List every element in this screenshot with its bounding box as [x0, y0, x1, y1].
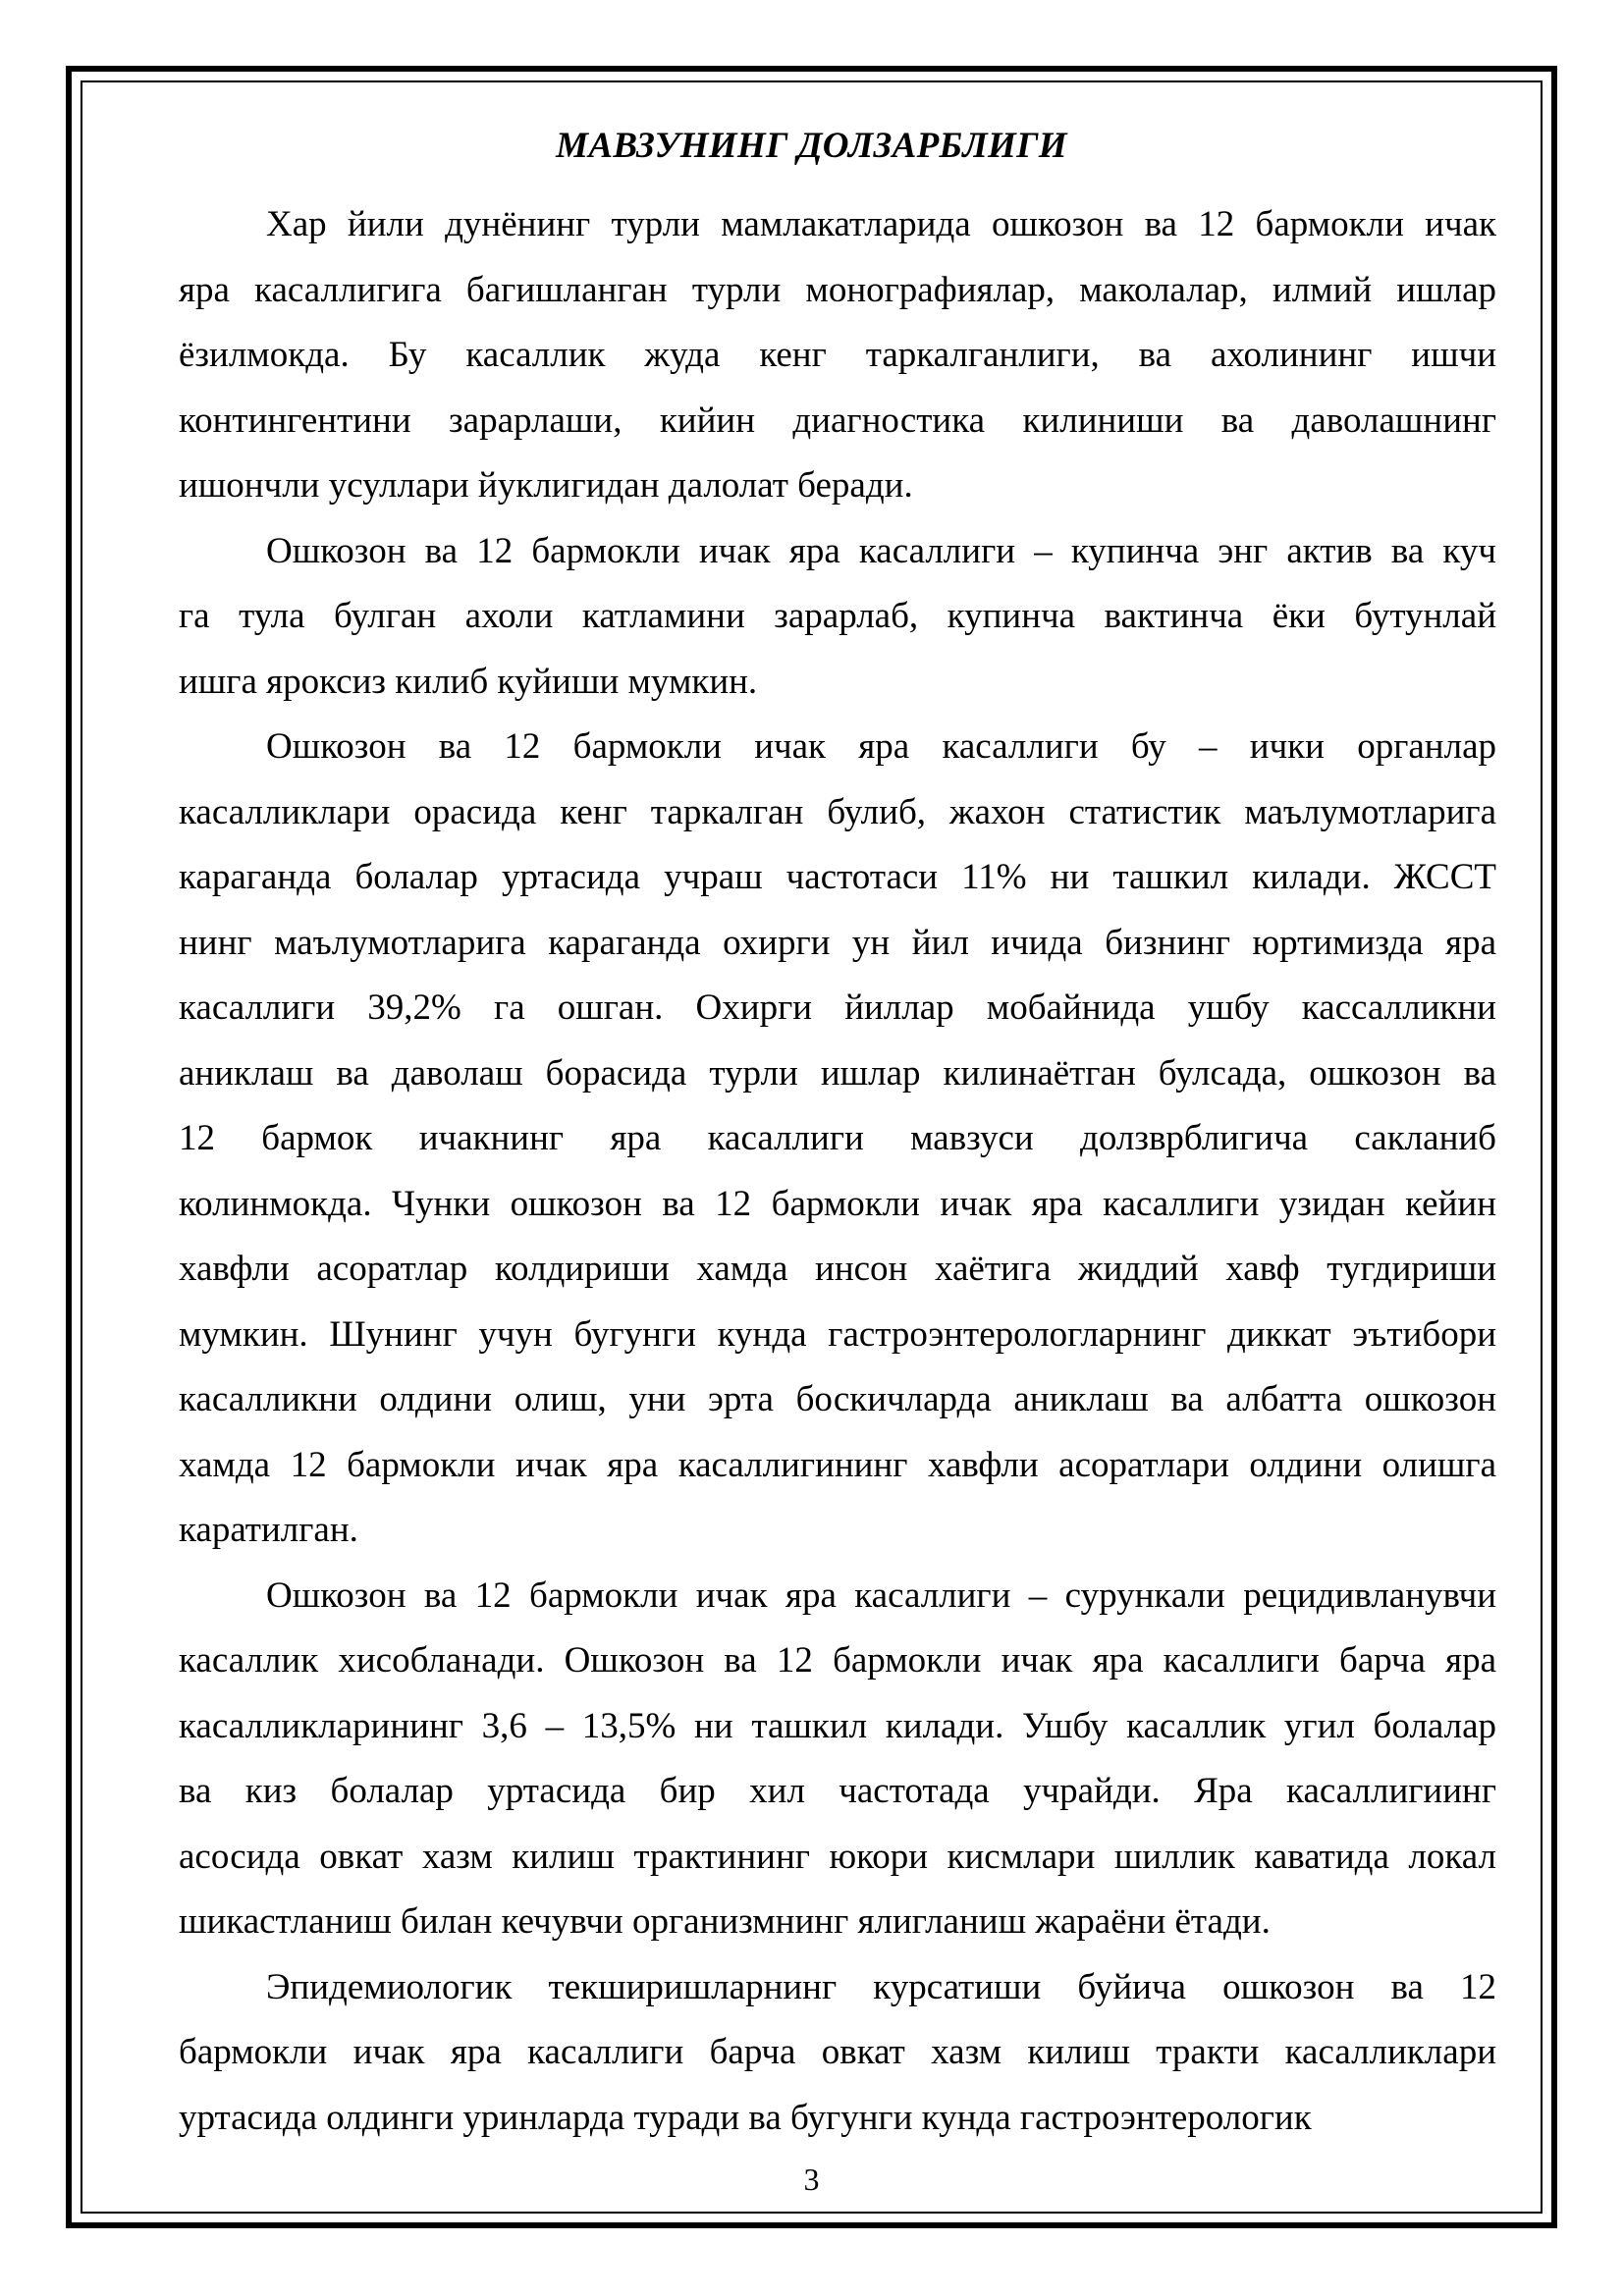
text-line: яра касаллигига багишланган турли монографиялар, маколалар, илмий ишлар — [179, 269, 1496, 310]
text-line: шикастланиш билан кечувчи организмнинг ялигланиш жараёни ётади. — [179, 1901, 1271, 1942]
text-line: хамда 12 бармокли ичак яра касаллигининг хавфли асоратлари олдини олишга — [179, 1444, 1496, 1485]
page-number: 3 — [803, 2162, 820, 2197]
text-line: хавфли асоратлар колдириши хамда инсон хаётига жиддий хавф тугдириши — [179, 1249, 1496, 1289]
text-line: каратилган. — [179, 1510, 358, 1550]
text-line: асосида овкат хазм килиш трактининг юкори кисмлари шиллик каватида локал — [179, 1836, 1496, 1877]
text-line: контингентини зарарлаши, кийин диагностика килиниши ва даволашнинг — [179, 400, 1496, 441]
text-line: 12 бармок ичакнинг яра касаллиги мавзуси долзврблигича сакланиб — [179, 1118, 1496, 1158]
document-body — [179, 192, 1496, 2151]
text-line: касалликни олдини олиш, уни эрта боскичларда аниклаш ва албатта ошкозон — [179, 1379, 1496, 1419]
text-line: Ошкозон ва 12 бармокли ичак яра касаллиги бу – ички органлар — [266, 726, 1496, 767]
text-line: караганда болалар уртасида учраш частотаси 11% ни ташкил килади. ЖССТ — [179, 857, 1496, 897]
text-line: Ошкозон ва 12 бармокли ичак яра касаллиги – купинча энг актив ва куч — [266, 530, 1496, 571]
text-line: га тула булган ахоли катламини зарарлаб, купинча вактинча ёки бутунлай — [179, 596, 1496, 636]
text-line: нинг маълумотларига караганда охирги ун йил ичида бизнинг юртимизда яра — [179, 922, 1496, 963]
text-line: ёзилмокда. Бу касаллик жуда кенг таркалганлиги, ва ахолининг ишчи — [179, 335, 1496, 375]
text-line: колинмокда. Чунки ошкозон ва 12 бармокли ичак яра касаллиги узидан кейин — [179, 1183, 1496, 1224]
text-line: касаллик хисобланади. Ошкозон ва 12 бармокли ичак яра касаллиги барча яра — [179, 1640, 1496, 1681]
text-line: Ошкозон ва 12 бармокли ичак яра касаллиги – сурункали рецидивланувчи — [266, 1575, 1496, 1616]
text-line: уртасида олдинги уринларда туради ва бугунги кунда гастроэнтерологик — [179, 2097, 1312, 2138]
text-line: касалликларининг 3,6 – 13,5% ни ташкил килади. Ушбу касаллик угил болалар — [179, 1705, 1496, 1746]
text-line: бармокли ичак яра касаллиги барча овкат хазм килиш тракти касалликлари — [179, 2032, 1496, 2072]
text-line: касаллиги 39,2% га ошган. Охирги йиллар мобайнида ушбу кассалликни — [179, 988, 1496, 1028]
text-line: касалликлари орасида кенг таркалган булиб, жахон статистик маълумотларига — [179, 791, 1496, 832]
text-line: аниклаш ва даволаш борасида турли ишлар килинаётган булсада, ошкозон ва — [179, 1052, 1496, 1094]
text-line: Эпидемиологик текширишларнинг курсатиши буйича ошкозон ва 12 — [266, 1966, 1496, 2007]
text-line: ишга яроксиз килиб куйиши мумкин. — [179, 661, 758, 702]
text-line: ишончли усуллари йуклигидан далолат беради. — [179, 465, 913, 506]
text-line: ва киз болалар уртасида бир хил частотада учрайди. Яра касаллигиинг — [179, 1771, 1496, 1811]
text-line: мумкин. Шунинг учун бугунги кунда гастроэнтерологларнинг диккат эътибори — [179, 1313, 1496, 1355]
document-title: МАВЗУНИНГ ДОЛЗАРБЛИГИ — [556, 126, 1067, 166]
text-line: Хар йили дунёнинг турли мамлакатларида ошкозон ва 12 бармокли ичак — [266, 204, 1496, 244]
